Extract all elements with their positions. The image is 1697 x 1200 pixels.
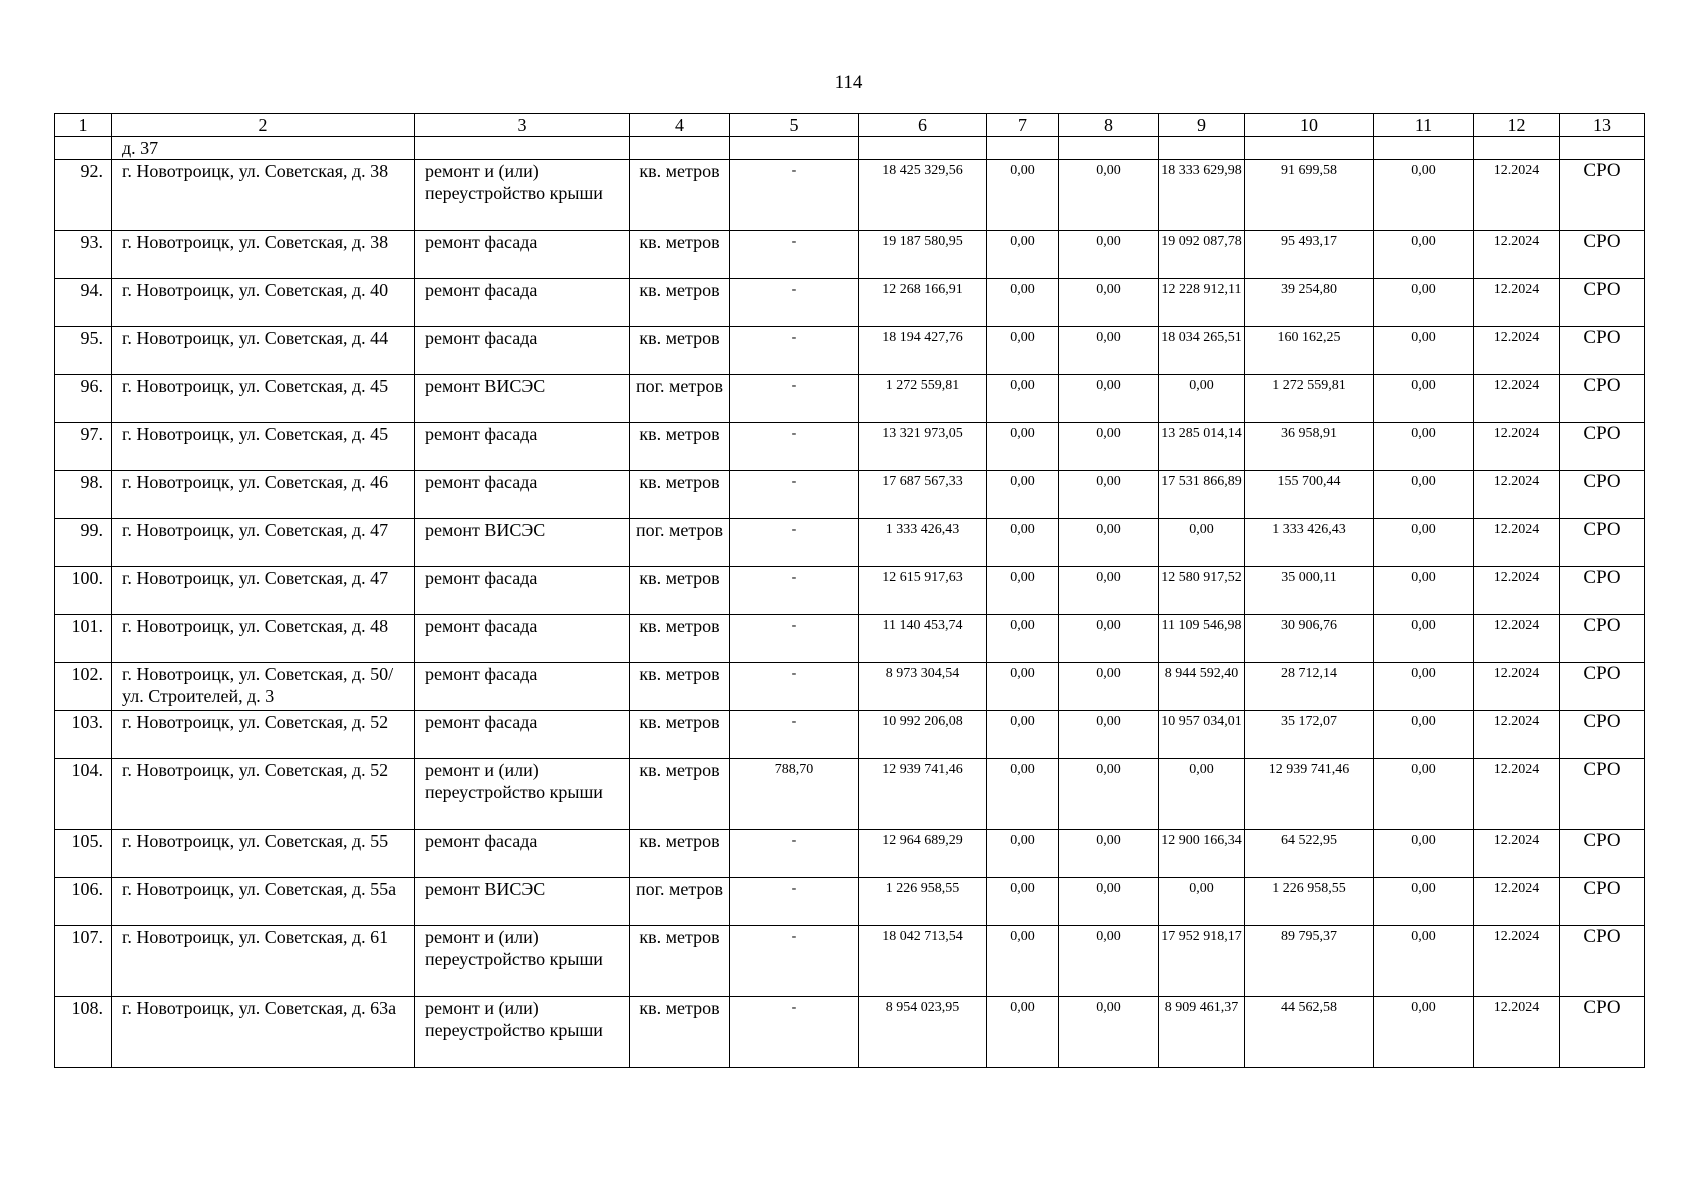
row-number-cell: 106. <box>55 878 112 926</box>
volume-cell: 788,70 <box>730 759 859 830</box>
federal-funds-cell: 0,00 <box>987 231 1059 279</box>
repair-program-table <box>54 113 1645 1068</box>
volume-cell: - <box>730 423 859 471</box>
total-cost-cell: 18 425 329,56 <box>859 160 987 231</box>
deadline-cell: 12.2024 <box>1474 830 1560 878</box>
table-row <box>55 519 1645 567</box>
other-funds-cell: 0,00 <box>1374 830 1474 878</box>
unit-cell: кв. метров <box>630 279 730 327</box>
cell-empty <box>859 137 987 160</box>
owner-funds-cell: 30 906,76 <box>1245 615 1374 663</box>
local-funds-cell: 18 034 265,51 <box>1159 327 1245 375</box>
total-cost-cell: 13 321 973,05 <box>859 423 987 471</box>
owner-funds-cell: 64 522,95 <box>1245 830 1374 878</box>
volume-cell: - <box>730 327 859 375</box>
federal-funds-cell: 0,00 <box>987 878 1059 926</box>
volume-cell: - <box>730 375 859 423</box>
total-cost-cell: 1 226 958,55 <box>859 878 987 926</box>
total-cost-cell: 17 687 567,33 <box>859 471 987 519</box>
method-cell: СРО <box>1560 519 1645 567</box>
cell-empty <box>630 137 730 160</box>
deadline-cell: 12.2024 <box>1474 423 1560 471</box>
method-cell: СРО <box>1560 997 1645 1068</box>
work-type-cell: ремонт фасада <box>415 567 630 615</box>
other-funds-cell: 0,00 <box>1374 160 1474 231</box>
volume-cell: - <box>730 711 859 759</box>
local-funds-cell: 0,00 <box>1159 878 1245 926</box>
local-funds-cell: 0,00 <box>1159 759 1245 830</box>
deadline-cell: 12.2024 <box>1474 878 1560 926</box>
work-type-cell: ремонт фасада <box>415 279 630 327</box>
column-number: 3 <box>415 114 630 137</box>
work-type-cell: ремонт фасада <box>415 231 630 279</box>
address-cell: г. Новотроицк, ул. Советская, д. 63а <box>112 997 415 1068</box>
work-type-cell: ремонт и (или) переустройство крыши <box>415 160 630 231</box>
work-type-cell: ремонт фасада <box>415 615 630 663</box>
total-cost-cell: 12 268 166,91 <box>859 279 987 327</box>
column-number: 5 <box>730 114 859 137</box>
federal-funds-cell: 0,00 <box>987 567 1059 615</box>
local-funds-cell: 8 909 461,37 <box>1159 997 1245 1068</box>
work-type-cell: ремонт ВИСЭС <box>415 375 630 423</box>
owner-funds-cell: 44 562,58 <box>1245 997 1374 1068</box>
row-number-cell: 101. <box>55 615 112 663</box>
column-number: 7 <box>987 114 1059 137</box>
row-number-cell: 92. <box>55 160 112 231</box>
row-number-cell: 98. <box>55 471 112 519</box>
other-funds-cell: 0,00 <box>1374 375 1474 423</box>
regional-funds-cell: 0,00 <box>1059 663 1159 711</box>
regional-funds-cell: 0,00 <box>1059 615 1159 663</box>
total-cost-cell: 1 272 559,81 <box>859 375 987 423</box>
row-number-cell: 99. <box>55 519 112 567</box>
unit-cell: кв. метров <box>630 423 730 471</box>
unit-cell: кв. метров <box>630 997 730 1068</box>
work-type-cell: ремонт фасада <box>415 830 630 878</box>
regional-funds-cell: 0,00 <box>1059 519 1159 567</box>
owner-funds-cell: 36 958,91 <box>1245 423 1374 471</box>
other-funds-cell: 0,00 <box>1374 663 1474 711</box>
federal-funds-cell: 0,00 <box>987 615 1059 663</box>
table-row <box>55 926 1645 997</box>
local-funds-cell: 17 952 918,17 <box>1159 926 1245 997</box>
method-cell: СРО <box>1560 231 1645 279</box>
method-cell: СРО <box>1560 663 1645 711</box>
row-number-cell: 103. <box>55 711 112 759</box>
method-cell: СРО <box>1560 615 1645 663</box>
regional-funds-cell: 0,00 <box>1059 279 1159 327</box>
local-funds-cell: 13 285 014,14 <box>1159 423 1245 471</box>
address-cell: г. Новотроицк, ул. Советская, д. 47 <box>112 519 415 567</box>
table-row <box>55 663 1645 711</box>
owner-funds-cell: 1 272 559,81 <box>1245 375 1374 423</box>
table-row <box>55 711 1645 759</box>
unit-cell: кв. метров <box>630 160 730 231</box>
regional-funds-cell: 0,00 <box>1059 160 1159 231</box>
owner-funds-cell: 91 699,58 <box>1245 160 1374 231</box>
work-type-cell: ремонт и (или) переустройство крыши <box>415 926 630 997</box>
deadline-cell: 12.2024 <box>1474 663 1560 711</box>
owner-funds-cell: 95 493,17 <box>1245 231 1374 279</box>
column-number: 8 <box>1059 114 1159 137</box>
unit-cell: кв. метров <box>630 231 730 279</box>
federal-funds-cell: 0,00 <box>987 997 1059 1068</box>
table-row <box>55 375 1645 423</box>
volume-cell: - <box>730 231 859 279</box>
cell-empty <box>730 137 859 160</box>
total-cost-cell: 8 973 304,54 <box>859 663 987 711</box>
other-funds-cell: 0,00 <box>1374 519 1474 567</box>
address-cell: г. Новотроицк, ул. Советская, д. 38 <box>112 160 415 231</box>
column-number: 6 <box>859 114 987 137</box>
method-cell: СРО <box>1560 759 1645 830</box>
address-cell: г. Новотроицк, ул. Советская, д. 55 <box>112 830 415 878</box>
volume-cell: - <box>730 663 859 711</box>
federal-funds-cell: 0,00 <box>987 663 1059 711</box>
unit-cell: пог. метров <box>630 375 730 423</box>
local-funds-cell: 17 531 866,89 <box>1159 471 1245 519</box>
local-funds-cell: 0,00 <box>1159 375 1245 423</box>
cell-empty <box>1159 137 1245 160</box>
unit-cell: пог. метров <box>630 878 730 926</box>
method-cell: СРО <box>1560 878 1645 926</box>
cell-empty <box>1374 137 1474 160</box>
page-number: 114 <box>834 72 863 93</box>
work-type-cell: ремонт фасада <box>415 663 630 711</box>
deadline-cell: 12.2024 <box>1474 711 1560 759</box>
total-cost-cell: 1 333 426,43 <box>859 519 987 567</box>
volume-cell: - <box>730 615 859 663</box>
address-cell: г. Новотроицк, ул. Советская, д. 55а <box>112 878 415 926</box>
table-row <box>55 567 1645 615</box>
other-funds-cell: 0,00 <box>1374 759 1474 830</box>
column-number: 13 <box>1560 114 1645 137</box>
row-number-cell: 108. <box>55 997 112 1068</box>
owner-funds-cell: 35 000,11 <box>1245 567 1374 615</box>
owner-funds-cell: 35 172,07 <box>1245 711 1374 759</box>
owner-funds-cell: 160 162,25 <box>1245 327 1374 375</box>
unit-cell: кв. метров <box>630 615 730 663</box>
address-cell: д. 37 <box>112 137 415 160</box>
local-funds-cell: 11 109 546,98 <box>1159 615 1245 663</box>
table-row <box>55 878 1645 926</box>
work-type-cell: ремонт ВИСЭС <box>415 519 630 567</box>
column-number: 10 <box>1245 114 1374 137</box>
regional-funds-cell: 0,00 <box>1059 926 1159 997</box>
total-cost-cell: 10 992 206,08 <box>859 711 987 759</box>
regional-funds-cell: 0,00 <box>1059 423 1159 471</box>
method-cell: СРО <box>1560 423 1645 471</box>
unit-cell: кв. метров <box>630 663 730 711</box>
table-row <box>55 830 1645 878</box>
column-number: 12 <box>1474 114 1560 137</box>
federal-funds-cell: 0,00 <box>987 926 1059 997</box>
table-row <box>55 160 1645 231</box>
table-row <box>55 759 1645 830</box>
other-funds-cell: 0,00 <box>1374 711 1474 759</box>
volume-cell: - <box>730 519 859 567</box>
column-number-row <box>55 114 1645 137</box>
federal-funds-cell: 0,00 <box>987 279 1059 327</box>
table-row <box>55 327 1645 375</box>
address-cell: г. Новотроицк, ул. Советская, д. 52 <box>112 759 415 830</box>
regional-funds-cell: 0,00 <box>1059 711 1159 759</box>
row-number-cell: 97. <box>55 423 112 471</box>
unit-cell: кв. метров <box>630 567 730 615</box>
method-cell: СРО <box>1560 711 1645 759</box>
other-funds-cell: 0,00 <box>1374 615 1474 663</box>
address-cell: г. Новотроицк, ул. Советская, д. 45 <box>112 375 415 423</box>
address-cell: г. Новотроицк, ул. Советская, д. 46 <box>112 471 415 519</box>
column-number: 11 <box>1374 114 1474 137</box>
volume-cell: - <box>730 567 859 615</box>
other-funds-cell: 0,00 <box>1374 423 1474 471</box>
local-funds-cell: 10 957 034,01 <box>1159 711 1245 759</box>
volume-cell: - <box>730 160 859 231</box>
address-cell: г. Новотроицк, ул. Советская, д. 50/ул. Строителей, д. 3 <box>112 663 415 711</box>
unit-cell: кв. метров <box>630 830 730 878</box>
other-funds-cell: 0,00 <box>1374 471 1474 519</box>
total-cost-cell: 18 194 427,76 <box>859 327 987 375</box>
method-cell: СРО <box>1560 375 1645 423</box>
regional-funds-cell: 0,00 <box>1059 759 1159 830</box>
other-funds-cell: 0,00 <box>1374 878 1474 926</box>
total-cost-cell: 12 964 689,29 <box>859 830 987 878</box>
total-cost-cell: 18 042 713,54 <box>859 926 987 997</box>
owner-funds-cell: 1 333 426,43 <box>1245 519 1374 567</box>
volume-cell: - <box>730 926 859 997</box>
method-cell: СРО <box>1560 327 1645 375</box>
owner-funds-cell: 39 254,80 <box>1245 279 1374 327</box>
other-funds-cell: 0,00 <box>1374 567 1474 615</box>
total-cost-cell: 12 939 741,46 <box>859 759 987 830</box>
federal-funds-cell: 0,00 <box>987 471 1059 519</box>
work-type-cell: ремонт фасада <box>415 711 630 759</box>
local-funds-cell: 12 580 917,52 <box>1159 567 1245 615</box>
column-number: 4 <box>630 114 730 137</box>
federal-funds-cell: 0,00 <box>987 160 1059 231</box>
work-type-cell: ремонт фасада <box>415 423 630 471</box>
unit-cell: пог. метров <box>630 519 730 567</box>
federal-funds-cell: 0,00 <box>987 759 1059 830</box>
column-number: 1 <box>55 114 112 137</box>
local-funds-cell: 19 092 087,78 <box>1159 231 1245 279</box>
federal-funds-cell: 0,00 <box>987 830 1059 878</box>
total-cost-cell: 12 615 917,63 <box>859 567 987 615</box>
address-cell: г. Новотроицк, ул. Советская, д. 40 <box>112 279 415 327</box>
regional-funds-cell: 0,00 <box>1059 567 1159 615</box>
regional-funds-cell: 0,00 <box>1059 375 1159 423</box>
work-type-cell: ремонт фасада <box>415 471 630 519</box>
regional-funds-cell: 0,00 <box>1059 830 1159 878</box>
deadline-cell: 12.2024 <box>1474 759 1560 830</box>
continuation-row <box>55 137 1645 160</box>
deadline-cell: 12.2024 <box>1474 375 1560 423</box>
volume-cell: - <box>730 997 859 1068</box>
federal-funds-cell: 0,00 <box>987 327 1059 375</box>
deadline-cell: 12.2024 <box>1474 519 1560 567</box>
deadline-cell: 12.2024 <box>1474 279 1560 327</box>
federal-funds-cell: 0,00 <box>987 519 1059 567</box>
deadline-cell: 12.2024 <box>1474 567 1560 615</box>
row-number-cell: 95. <box>55 327 112 375</box>
cell-empty <box>1560 137 1645 160</box>
cell-empty <box>415 137 630 160</box>
row-number-cell: 107. <box>55 926 112 997</box>
deadline-cell: 12.2024 <box>1474 160 1560 231</box>
volume-cell: - <box>730 471 859 519</box>
work-type-cell: ремонт и (или) переустройство крыши <box>415 759 630 830</box>
deadline-cell: 12.2024 <box>1474 231 1560 279</box>
regional-funds-cell: 0,00 <box>1059 231 1159 279</box>
federal-funds-cell: 0,00 <box>987 423 1059 471</box>
regional-funds-cell: 0,00 <box>1059 471 1159 519</box>
total-cost-cell: 8 954 023,95 <box>859 997 987 1068</box>
cell-empty <box>1059 137 1159 160</box>
method-cell: СРО <box>1560 567 1645 615</box>
other-funds-cell: 0,00 <box>1374 926 1474 997</box>
row-number-cell: 105. <box>55 830 112 878</box>
regional-funds-cell: 0,00 <box>1059 327 1159 375</box>
local-funds-cell: 18 333 629,98 <box>1159 160 1245 231</box>
row-number-cell: 104. <box>55 759 112 830</box>
row-number-cell: 93. <box>55 231 112 279</box>
owner-funds-cell: 1 226 958,55 <box>1245 878 1374 926</box>
other-funds-cell: 0,00 <box>1374 279 1474 327</box>
column-number: 9 <box>1159 114 1245 137</box>
address-cell: г. Новотроицк, ул. Советская, д. 61 <box>112 926 415 997</box>
owner-funds-cell: 155 700,44 <box>1245 471 1374 519</box>
column-number: 2 <box>112 114 415 137</box>
deadline-cell: 12.2024 <box>1474 997 1560 1068</box>
cell-empty <box>55 137 112 160</box>
deadline-cell: 12.2024 <box>1474 615 1560 663</box>
table-row <box>55 231 1645 279</box>
cell-empty <box>1474 137 1560 160</box>
method-cell: СРО <box>1560 926 1645 997</box>
local-funds-cell: 12 228 912,11 <box>1159 279 1245 327</box>
row-number-cell: 102. <box>55 663 112 711</box>
method-cell: СРО <box>1560 471 1645 519</box>
address-cell: г. Новотроицк, ул. Советская, д. 48 <box>112 615 415 663</box>
table-row <box>55 615 1645 663</box>
federal-funds-cell: 0,00 <box>987 711 1059 759</box>
regional-funds-cell: 0,00 <box>1059 878 1159 926</box>
work-type-cell: ремонт фасада <box>415 327 630 375</box>
address-cell: г. Новотроицк, ул. Советская, д. 38 <box>112 231 415 279</box>
deadline-cell: 12.2024 <box>1474 471 1560 519</box>
work-type-cell: ремонт ВИСЭС <box>415 878 630 926</box>
cell-empty <box>987 137 1059 160</box>
owner-funds-cell: 89 795,37 <box>1245 926 1374 997</box>
table-row <box>55 279 1645 327</box>
local-funds-cell: 8 944 592,40 <box>1159 663 1245 711</box>
table-row <box>55 423 1645 471</box>
address-cell: г. Новотроицк, ул. Советская, д. 45 <box>112 423 415 471</box>
table-row <box>55 997 1645 1068</box>
local-funds-cell: 0,00 <box>1159 519 1245 567</box>
cell-empty <box>1245 137 1374 160</box>
total-cost-cell: 11 140 453,74 <box>859 615 987 663</box>
address-cell: г. Новотроицк, ул. Советская, д. 44 <box>112 327 415 375</box>
federal-funds-cell: 0,00 <box>987 375 1059 423</box>
unit-cell: кв. метров <box>630 926 730 997</box>
volume-cell: - <box>730 878 859 926</box>
work-type-cell: ремонт и (или) переустройство крыши <box>415 997 630 1068</box>
local-funds-cell: 12 900 166,34 <box>1159 830 1245 878</box>
unit-cell: кв. метров <box>630 711 730 759</box>
other-funds-cell: 0,00 <box>1374 231 1474 279</box>
unit-cell: кв. метров <box>630 327 730 375</box>
other-funds-cell: 0,00 <box>1374 327 1474 375</box>
address-cell: г. Новотроицк, ул. Советская, д. 52 <box>112 711 415 759</box>
method-cell: СРО <box>1560 830 1645 878</box>
method-cell: СРО <box>1560 279 1645 327</box>
row-number-cell: 94. <box>55 279 112 327</box>
owner-funds-cell: 28 712,14 <box>1245 663 1374 711</box>
row-number-cell: 100. <box>55 567 112 615</box>
table-row <box>55 471 1645 519</box>
row-number-cell: 96. <box>55 375 112 423</box>
owner-funds-cell: 12 939 741,46 <box>1245 759 1374 830</box>
unit-cell: кв. метров <box>630 471 730 519</box>
volume-cell: - <box>730 830 859 878</box>
other-funds-cell: 0,00 <box>1374 997 1474 1068</box>
deadline-cell: 12.2024 <box>1474 926 1560 997</box>
total-cost-cell: 19 187 580,95 <box>859 231 987 279</box>
method-cell: СРО <box>1560 160 1645 231</box>
unit-cell: кв. метров <box>630 759 730 830</box>
regional-funds-cell: 0,00 <box>1059 997 1159 1068</box>
address-cell: г. Новотроицк, ул. Советская, д. 47 <box>112 567 415 615</box>
volume-cell: - <box>730 279 859 327</box>
deadline-cell: 12.2024 <box>1474 327 1560 375</box>
